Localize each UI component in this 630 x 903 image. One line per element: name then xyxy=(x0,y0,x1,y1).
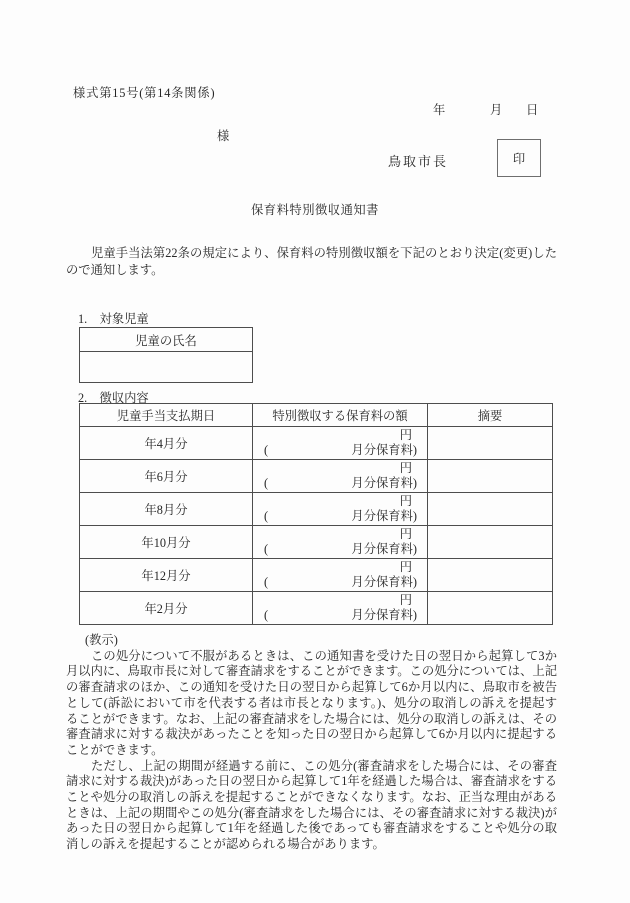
note-cell xyxy=(428,526,553,559)
table-row xyxy=(80,493,553,526)
amount-cell xyxy=(253,559,428,592)
paren-month-label: 月分保育料) xyxy=(351,608,417,622)
table-row xyxy=(80,592,553,625)
date-year-label: 年 xyxy=(433,103,446,117)
paren-month-label: 月分保育料) xyxy=(351,443,417,457)
table-row xyxy=(80,559,553,592)
note-cell xyxy=(428,460,553,493)
column-header-note: 摘要 xyxy=(428,404,553,427)
paren-month-label: 月分保育料) xyxy=(351,476,417,490)
notice-label: (教示) xyxy=(85,633,118,647)
yen-unit-label: 円 xyxy=(399,593,412,607)
period-cell: 年12月分 xyxy=(80,559,253,592)
body-paragraph: 児童手当法第22条の規定により、保育料の特別徴収額を下記のとおり決定(変更)したので通知します。 xyxy=(66,246,557,277)
notice-paragraph-1: この処分について不服があるときは、この通知書を受けた日の翌日から起算して3か月以内に、鳥取市長に対して審査請求をすることができます。この処分については、上記の審査請求のほか、この通知を受けた日の翌日から起算して6か月以内に、鳥取市を被告として(訴訟において市を代表する者は市長となります。)、処分の取消しの訴えを提起することができます。なお、上記の審査請求をした場合には、処分の取消しの訴えは、その審査請求に対する裁決があったことを知った日の翌日から起算して6か月以内に提起することができます。 xyxy=(66,648,557,757)
yen-unit-label: 円 xyxy=(399,560,412,574)
table-header-row xyxy=(80,404,553,427)
document-title: 保育料特別徴収通知書 xyxy=(251,203,379,217)
note-cell xyxy=(428,592,553,625)
paren-open: ( xyxy=(264,542,269,556)
paren-month-label: 月分保育料) xyxy=(351,542,417,556)
date-month-label: 月 xyxy=(490,103,503,117)
paren-month-label: 月分保育料) xyxy=(351,575,417,589)
amount-cell xyxy=(253,493,428,526)
yen-unit-label: 円 xyxy=(399,428,412,442)
notice-paragraph-2: ただし、上記の期間が経過する前に、この処分(審査請求をした場合には、その審査請求に対する裁決)があった日の翌日から起算して1年を経過した場合は、審査請求をすることや処分の取消しの訴えを提起することができなくなります。なお、正当な理由があるときは、上記の期間やこの処分(審査請求をした場合には、その審査請求に対する裁決)があった日の翌日から起算して1年を経過した後であっても審査請求をすることや処分の取消しの訴えを提起することが認められる場合があります。 xyxy=(66,758,557,852)
paren-month-label: 月分保育料) xyxy=(351,509,417,523)
amount-cell xyxy=(253,526,428,559)
date-day-label: 日 xyxy=(526,103,539,117)
amount-cell xyxy=(253,427,428,460)
appeal-notice xyxy=(66,633,557,853)
child-name-value xyxy=(80,352,253,383)
amount-cell xyxy=(253,592,428,625)
period-cell: 年4月分 xyxy=(80,427,253,460)
paren-open: ( xyxy=(264,575,269,589)
period-cell: 年8月分 xyxy=(80,493,253,526)
period-cell: 年10月分 xyxy=(80,526,253,559)
seal-box xyxy=(497,139,541,177)
seal-label: 印 xyxy=(512,152,526,166)
target-children-table xyxy=(79,327,253,383)
paren-open: ( xyxy=(264,608,269,622)
yen-unit-label: 円 xyxy=(399,527,412,541)
issuer-name: 鳥取市長 xyxy=(388,154,449,169)
paren-open: ( xyxy=(264,476,269,490)
table-row xyxy=(80,526,553,559)
paren-open: ( xyxy=(264,509,269,523)
period-cell: 年2月分 xyxy=(80,592,253,625)
amount-cell xyxy=(253,460,428,493)
collection-detail-table xyxy=(79,403,553,625)
column-header-payment-period: 児童手当支払期日 xyxy=(80,404,253,427)
table-row xyxy=(80,328,253,352)
note-cell xyxy=(428,559,553,592)
yen-unit-label: 円 xyxy=(399,494,412,508)
yen-unit-label: 円 xyxy=(399,461,412,475)
period-cell: 年6月分 xyxy=(80,460,253,493)
form-number: 様式第15号(第14条関係) xyxy=(73,86,216,100)
paren-open: ( xyxy=(264,443,269,457)
addressee-honorific: 様 xyxy=(217,129,230,143)
section1-heading: 1. 対象児童 xyxy=(78,312,149,326)
table-row xyxy=(80,427,553,460)
table-row xyxy=(80,460,553,493)
column-header-amount: 特別徴収する保育料の額 xyxy=(253,404,428,427)
child-name-header: 児童の氏名 xyxy=(80,328,253,352)
note-cell xyxy=(428,427,553,460)
table-row xyxy=(80,352,253,383)
note-cell xyxy=(428,493,553,526)
section2-heading: 2. 徴収内容 xyxy=(78,391,149,405)
